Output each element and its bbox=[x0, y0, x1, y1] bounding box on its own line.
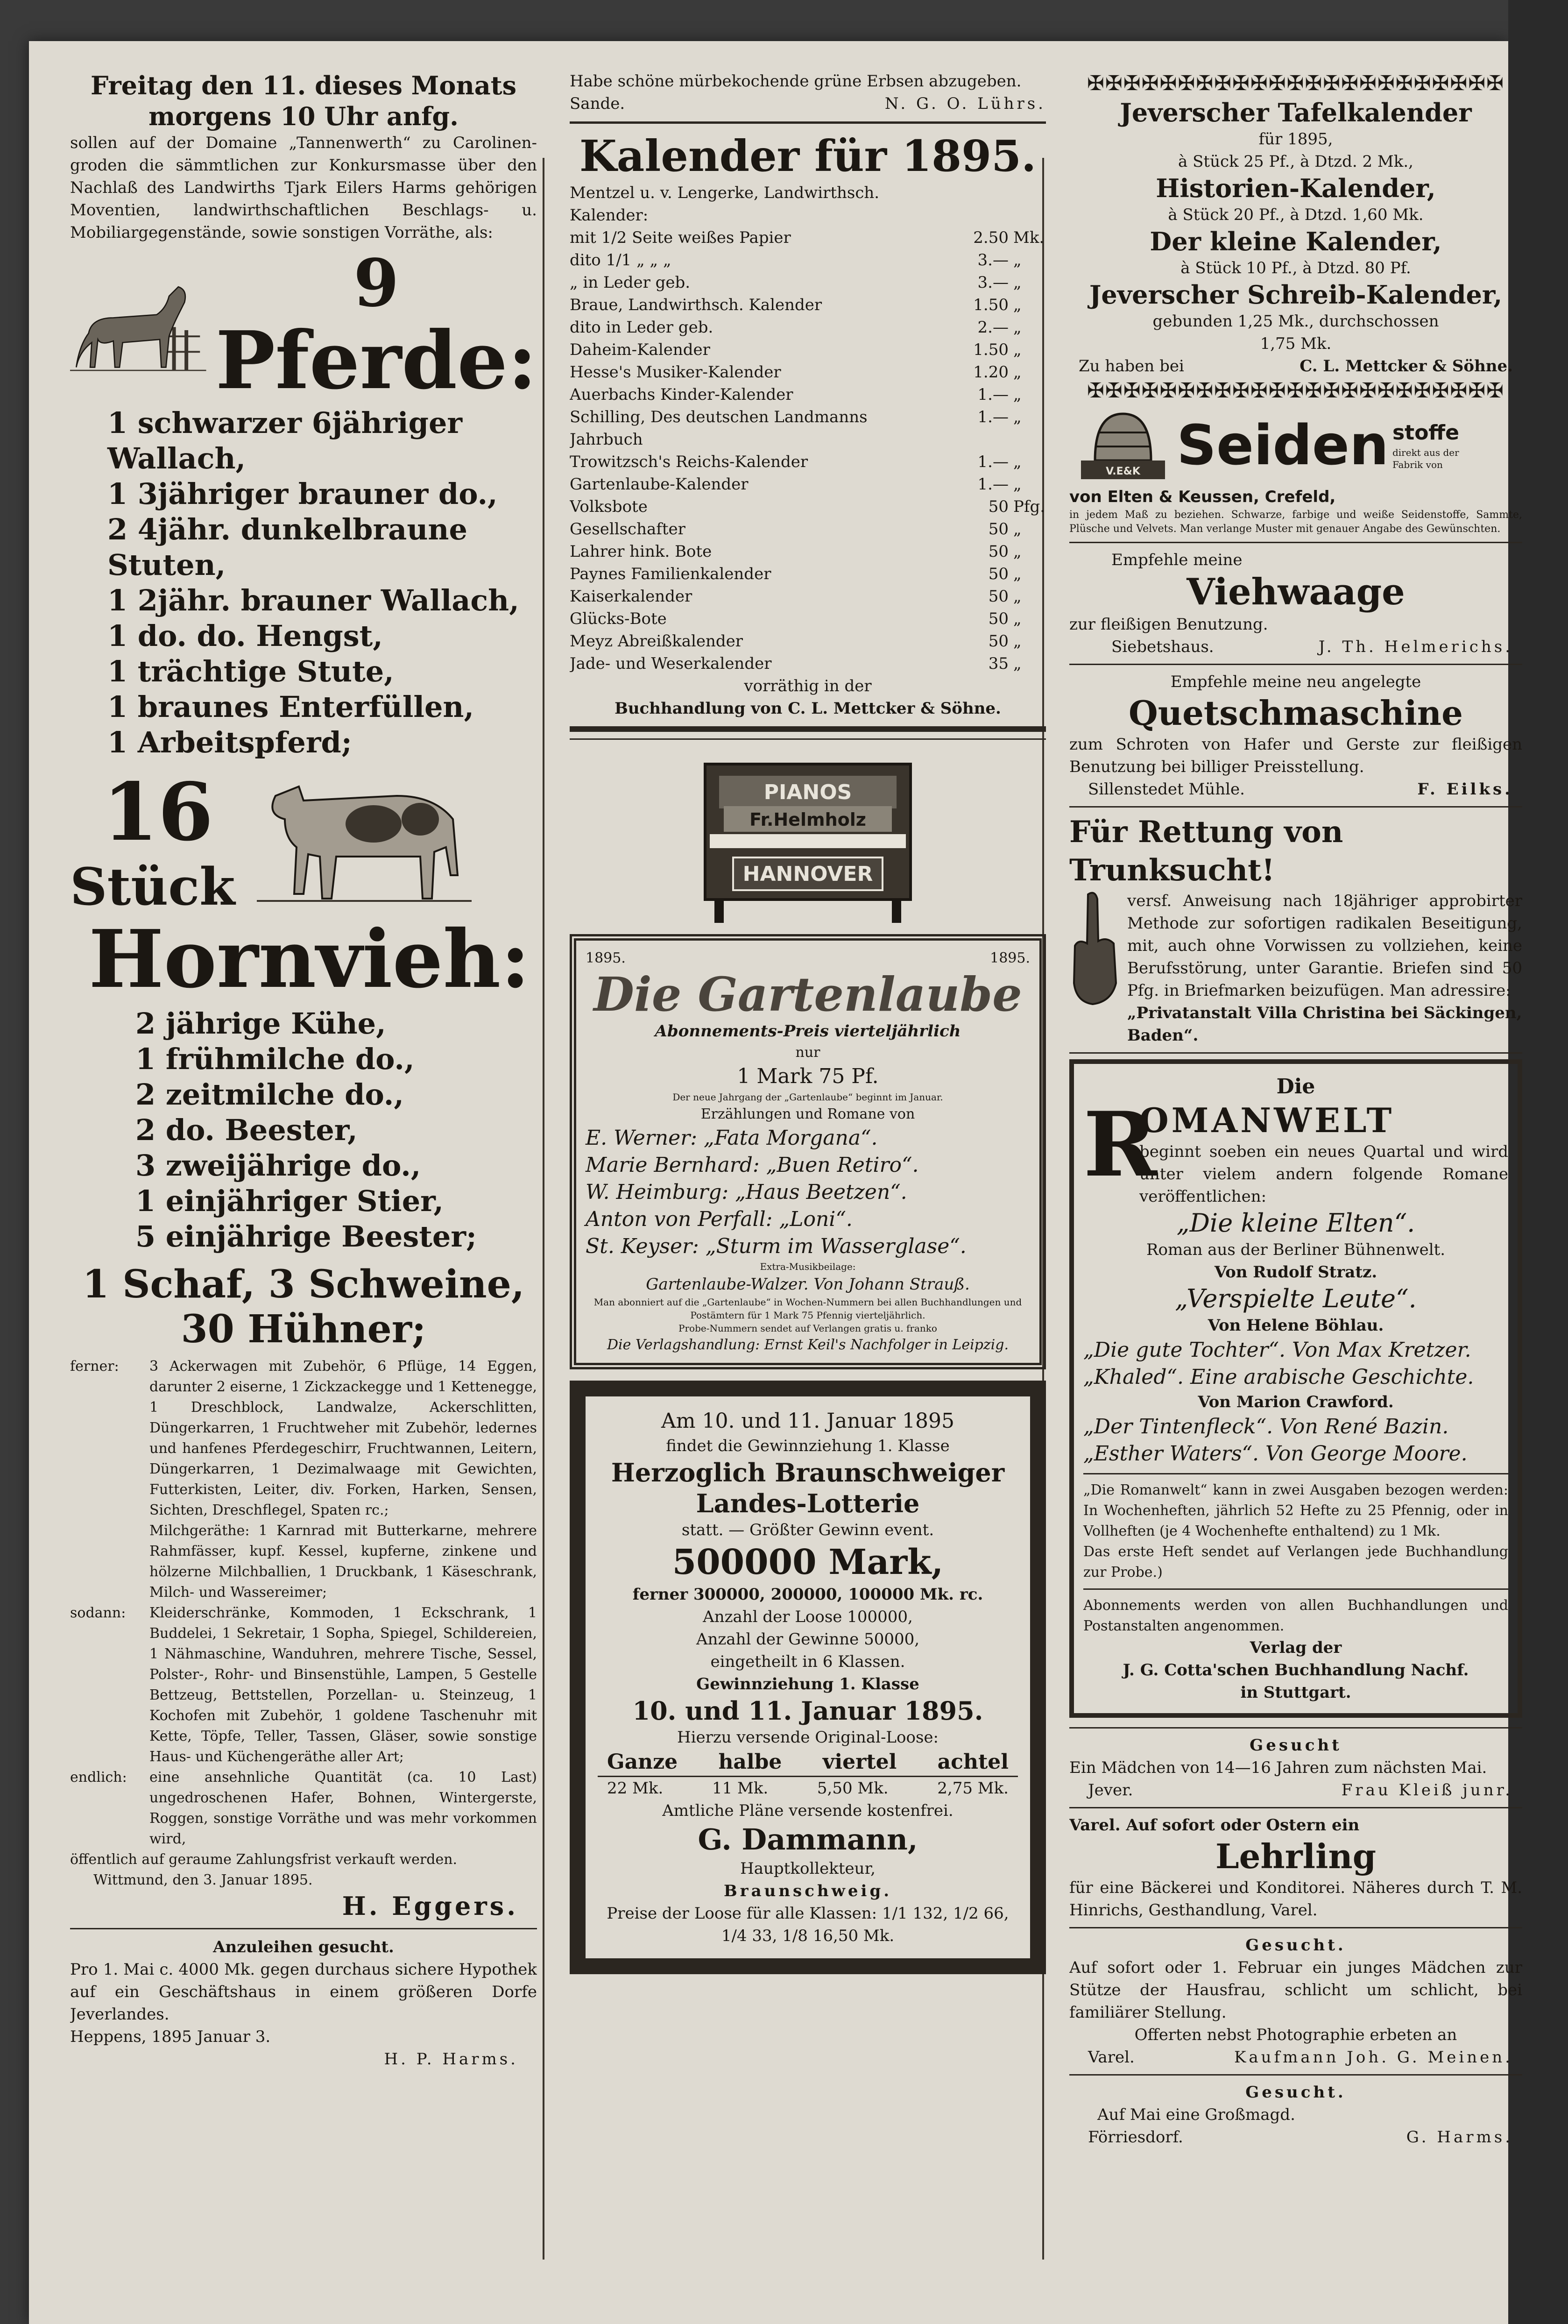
quetsch-pre: Empfehle meine neu angelegte bbox=[1170, 673, 1421, 691]
peas-footer bbox=[570, 92, 1046, 115]
horse-illustration bbox=[70, 248, 206, 403]
list-item: 2 do. Beester, bbox=[135, 1113, 358, 1147]
calendar-item bbox=[570, 249, 1046, 271]
calendar-item-price: 50 bbox=[988, 520, 1009, 538]
calendar-item bbox=[570, 585, 1046, 608]
romanwelt-work-author: Von Rudolf Stratz. bbox=[1214, 1263, 1377, 1282]
jever-line: à Stück 10 Pf., à Dtzd. 80 Pf. bbox=[1180, 259, 1411, 277]
calendar-item-name: dito in Leder geb. bbox=[570, 318, 713, 337]
list-item: 2 zeitmilche do., bbox=[135, 1077, 404, 1112]
calendar-ad bbox=[570, 130, 1046, 720]
lottery-statt: statt. — Größter Gewinn event. bbox=[681, 1521, 934, 1539]
calendar-item-price: 50 bbox=[988, 587, 1009, 606]
lottery-price-row bbox=[598, 1777, 1018, 1800]
quetsch-signer: F. Eilks. bbox=[1417, 780, 1513, 799]
romanwelt-ad bbox=[1069, 1059, 1522, 1718]
calendar-item-unit: „ bbox=[1013, 632, 1022, 651]
loan-place-date: Heppens, 1895 Januar 3. bbox=[70, 2027, 271, 2046]
lottery-classes: eingetheilt in 6 Klassen. bbox=[710, 1652, 905, 1671]
wanted-maid-ad bbox=[1069, 2081, 1522, 2148]
calendar-item-price: 1.— bbox=[977, 385, 1009, 404]
calendar-item bbox=[570, 540, 1046, 563]
peas-ad bbox=[570, 70, 1046, 115]
list-item: 3 zweijährige do., bbox=[135, 1148, 421, 1183]
jever-line: für 1895, bbox=[1258, 130, 1333, 149]
milch-block bbox=[70, 1521, 537, 1603]
column-3 bbox=[1069, 70, 1522, 2228]
silk-heading: Seiden bbox=[1177, 413, 1389, 477]
quetsch-text: zum Schroten von Hafer und Gerste zur fleißigen Benutzung bei billiger Preisstellung. bbox=[1069, 735, 1522, 776]
romanwelt-title: OMANWELT bbox=[1139, 1100, 1395, 1140]
jever-avail: Zu haben bei bbox=[1079, 357, 1184, 376]
horses-count: 9 bbox=[353, 245, 399, 322]
romanwelt-work: „Der Tintenfleck“. Von René Bazin. bbox=[1083, 1415, 1449, 1438]
trunksucht-ad bbox=[1069, 813, 1522, 1047]
list-item: 1 do. do. Hengst, bbox=[107, 619, 383, 653]
calendar-item-price bbox=[939, 182, 1009, 227]
calendar-item bbox=[570, 271, 1046, 294]
wanted-place: Förriesdorf. bbox=[1088, 2128, 1183, 2147]
jever-line: Der kleine Kalender, bbox=[1150, 227, 1442, 256]
calendar-item-price: 50 bbox=[988, 609, 1009, 628]
lottery-top-prize: 500000 Mark, bbox=[672, 1542, 944, 1582]
cattle-count: 16 bbox=[103, 765, 213, 859]
wanted-signer: Frau Kleiß junr. bbox=[1341, 1781, 1513, 1800]
calendar-item-unit: „ bbox=[1013, 296, 1022, 314]
price-col-header: halbe bbox=[718, 1750, 782, 1774]
gartenlaube-title: Die Gartenlaube bbox=[593, 967, 1022, 1022]
gartenlaube-work: Marie Bernhard: „Buen Retiro“. bbox=[586, 1153, 919, 1177]
apprentice-ad bbox=[1069, 1814, 1522, 1921]
ornament-crosses: ✠✠✠✠✠✠✠✠✠✠✠✠✠✠✠✠✠✠✠✠✠✠✠ bbox=[1087, 379, 1504, 403]
romanwelt-publisher: J. G. Cotta'schen Buchhandlung Nachf. bbox=[1123, 1661, 1469, 1679]
wanted-helper-ad bbox=[1069, 1934, 1522, 2069]
calendar-item-price: 1.— bbox=[977, 408, 1009, 426]
apprentice-text: für eine Bäckerei und Konditorei. Näheres durch T. M. Hinrichs, Gesthandlung, Varel. bbox=[1069, 1878, 1522, 1920]
ferner-block bbox=[70, 1356, 537, 1521]
jever-line: Jeverscher Tafelkalender bbox=[1120, 98, 1472, 128]
romanwelt-work-author: Von Marion Crawford. bbox=[1198, 1393, 1394, 1411]
calendar-item-price: 3.— bbox=[977, 273, 1009, 292]
auction-closing: öffentlich auf geraume Zahlungsfrist verkauft werden. bbox=[70, 1851, 458, 1868]
gartenlaube-nur: nur bbox=[795, 1044, 820, 1061]
auction-intro: sollen auf der Domaine „Tannenwerth“ zu Carolinen-groden die sämmtlichen zur Konkursmasse über den Nachlaß des Landwirths Tjark Eilers Harms gehörigen Moventien, landwirthschaftlichen Beschlags- u. Mobiliargegenstände, sowie sonstigen Vorräthe, als: bbox=[70, 134, 537, 242]
price-col-header: achtel bbox=[937, 1750, 1009, 1774]
lottery-role: Hauptkollekteur, bbox=[740, 1859, 876, 1878]
lottery-finds: findet die Gewinnziehung 1. Klasse bbox=[666, 1437, 950, 1455]
trunksucht-text: versf. Anweisung nach 18jähriger approbirter Methode zur sofortigen radikalen Beseitigung, mit, auch ohne Vorwissen zu vollziehen, keine Berufsstörung, unter Garantie. Briefen sind 50 Pfg. in Briefmarken beizufügen. Man adressire: bbox=[1127, 892, 1522, 1000]
apprentice-pre: Varel. Auf sofort oder Ostern ein bbox=[1069, 1816, 1360, 1835]
gartenlaube-years bbox=[586, 948, 1030, 969]
lottery-draw-2: 10. und 11. Januar 1895. bbox=[632, 1696, 983, 1726]
peas-signer: N. G. O. Lührs. bbox=[884, 94, 1046, 113]
viehwaage-heading: Viehwaage bbox=[1187, 571, 1405, 613]
calendar-item-unit: „ bbox=[1013, 408, 1022, 426]
jever-line: gebunden 1,25 Mk., durchschossen bbox=[1152, 312, 1439, 331]
cattle-unit: Stück bbox=[70, 857, 235, 917]
calendar-item-price: 50 bbox=[988, 542, 1009, 561]
ferner-label: ferner: bbox=[70, 1358, 119, 1375]
romanwelt-work: „Khaled“. Eine arabische Geschichte. bbox=[1083, 1365, 1474, 1389]
lottery-tickets: Anzahl der Loose 100000, bbox=[703, 1608, 913, 1626]
romanwelt-header bbox=[1083, 1092, 1508, 1208]
list-item: 1 2jähr. brauner Wallach, bbox=[107, 583, 519, 617]
lottery-date: Am 10. und 11. Januar 1895 bbox=[661, 1409, 954, 1433]
calendar-item-price: 2.50 bbox=[973, 228, 1009, 247]
calendar-item-unit: „ bbox=[1013, 340, 1022, 359]
romanwelt-intro: beginnt soeben ein neues Quartal und wird unter vielem andern folgende Romane veröffentlichen: bbox=[1139, 1142, 1508, 1206]
auction-place-date: Wittmund, den 3. Januar 1895. bbox=[93, 1872, 313, 1888]
calendar-item-price: 2.— bbox=[977, 318, 1009, 337]
gartenlaube-ad bbox=[570, 934, 1046, 1369]
lottery-draw-1: Gewinnziehung 1. Klasse bbox=[696, 1675, 919, 1693]
wanted-place: Jever. bbox=[1088, 1781, 1133, 1800]
calendar-item-unit: „ bbox=[1013, 587, 1022, 606]
calendar-item-price: 1.— bbox=[977, 453, 1009, 471]
column-1 bbox=[70, 70, 537, 2228]
calendar-item-name: Meyz Abreißkalender bbox=[570, 632, 743, 651]
calendar-item-name: Trowitzsch's Reichs-Kalender bbox=[570, 453, 808, 471]
calendar-item-unit: „ bbox=[1013, 609, 1022, 628]
piano-brand-1: PIANOS bbox=[763, 780, 852, 804]
calendar-item bbox=[570, 630, 1046, 652]
calendar-item-price: 1.50 bbox=[973, 340, 1009, 359]
milch-text: Milchgeräthe: 1 Karnrad mit Butterkarne, mehrere Rahmfässer, kupf. Kessel, kupferne, zinkene und hölzerne Milchballien, 1 Druckbank, 1 Käseschrank, Milch- und Wassereimer; bbox=[149, 1523, 537, 1601]
auction-ad bbox=[70, 70, 537, 1921]
calendar-item-unit: „ bbox=[1013, 654, 1022, 673]
calendar-item-unit: „ bbox=[1013, 363, 1022, 382]
silk-firm: von Elten & Keussen, Crefeld, bbox=[1069, 488, 1336, 506]
calendar-item-name: Lahrer hink. Bote bbox=[570, 542, 712, 561]
wanted-footer bbox=[1069, 2046, 1522, 2069]
lottery-plans: Amtliche Pläne versende kostenfrei. bbox=[662, 1801, 954, 1820]
auction-signer: H. Eggers. bbox=[342, 1891, 518, 1921]
viehwaage-ad bbox=[1069, 549, 1522, 658]
sodann-block bbox=[70, 1603, 537, 1767]
calendar-item-price: 3.— bbox=[977, 251, 1009, 269]
calendar-item-name: Daheim-Kalender bbox=[570, 340, 710, 359]
wanted-signer: Kaufmann Joh. G. Meinen. bbox=[1234, 2048, 1513, 2067]
price-cell: 5,50 Mk. bbox=[817, 1779, 889, 1798]
price-cell: 11 Mk. bbox=[712, 1779, 769, 1798]
peas-place: Sande. bbox=[570, 94, 625, 113]
lottery-ad bbox=[570, 1381, 1046, 1974]
calendar-note: vorräthig in der bbox=[744, 677, 872, 695]
wanted-girl-ad bbox=[1069, 1734, 1522, 1801]
silk-logo-text: V.E&K bbox=[1106, 466, 1140, 477]
wanted-footer bbox=[1069, 2126, 1522, 2148]
calendar-item-unit: „ bbox=[1013, 453, 1022, 471]
viehwaage-place: Siebetshaus. bbox=[1111, 638, 1214, 656]
calendar-item bbox=[570, 339, 1046, 361]
romanwelt-initial: R bbox=[1083, 1092, 1157, 1197]
romanwelt-work: „Die gute Tochter“. Von Max Kretzer. bbox=[1083, 1338, 1471, 1362]
lottery-all-prices: Preise der Loose für alle Klassen: 1/1 132, 1/2 66, 1/4 33, 1/8 16,50 Mk. bbox=[607, 1904, 1009, 1945]
calendar-item-unit: „ bbox=[1013, 273, 1022, 292]
romanwelt-work: „Verspielte Leute“. bbox=[1175, 1284, 1417, 1313]
calendar-item-unit: Pfg. bbox=[1013, 497, 1045, 516]
calendar-item-unit bbox=[1009, 182, 1046, 227]
lottery-name-1: Herzoglich Braunschweiger bbox=[611, 1458, 1005, 1488]
calendar-item-name: mit 1/2 Seite weißes Papier bbox=[570, 228, 791, 247]
sodann-text: Kleiderschränke, Kommoden, 1 Eckschrank, 1 Buddelei, 1 Sekretair, 1 Sopha, Spiegel, Schildereien, 1 Nähmaschine, Wanduhren, mehrere Tische, Sessel, Polster-, Rohr- und Binsenstühle, Lampen, 5 Gestelle Bettzeug, Bettstellen, Porzellan- u. Steinzeug, 1 Kochofen mit Zubehör, 1 goldene Taschenuhr mit Kette, Töpfe, Teller, Tassen, Gläser, sowie sonstige Haus- und Küchengeräthe aller Art; bbox=[149, 1605, 537, 1765]
viehwaage-use: zur fleißigen Benutzung. bbox=[1069, 615, 1268, 634]
loan-ad bbox=[70, 1936, 537, 2070]
list-item: 1 braunes Enterfüllen, bbox=[107, 690, 474, 724]
gartenlaube-year-right: 1895. bbox=[990, 950, 1030, 966]
calendar-item bbox=[570, 652, 1046, 675]
wanted-text: Auf sofort oder 1. Februar ein junges Mädchen zur Stütze der Hausfrau, schlicht um schlicht, bei familiärer Stellung. bbox=[1069, 1958, 1522, 2022]
list-item: 2 jährige Kühe, bbox=[135, 1006, 386, 1041]
ferner-text: 3 Ackerwagen mit Zubehör, 6 Pflüge, 14 Eggen, darunter 2 eiserne, 1 Zickzackegge und 1 Kettenegge, 1 Dreschblock, Landwalze, Ackerschlitten, Düngerkarren, 1 Fruchtweher mit Zubehör, ledernes und hanfenes Pferdegeschirr, Fruchtwannen, Leitern, Düngerkarren, 1 Dezimalwaage mit Gewichten, Futterkisten, Leiter, div. Forken, Harken, Sensen, Sichten, Dreschflegel, Spaten rc.; bbox=[149, 1358, 537, 1518]
calendar-item-price: 35 bbox=[988, 654, 1009, 673]
silk-direct: direkt aus der Fabrik von bbox=[1392, 447, 1459, 470]
sodann-label: sodann: bbox=[70, 1605, 126, 1621]
silk-text: in jedem Maß zu beziehen. Schwarze, farbige und weiße Seidenstoffe, Sammte, Plüsche und Velvets. Man verlange Muster mit genauer Angabe des Gewünschten. bbox=[1069, 509, 1522, 535]
calendar-item bbox=[570, 182, 1046, 227]
calendar-item-name: Gartenlaube-Kalender bbox=[570, 475, 749, 494]
wanted-place: Varel. bbox=[1088, 2048, 1135, 2067]
calendar-item-name: Braue, Landwirthsch. Kalender bbox=[570, 296, 822, 314]
endlich-label: endlich: bbox=[70, 1769, 127, 1786]
romanwelt-city: in Stuttgart. bbox=[1240, 1683, 1351, 1702]
gartenlaube-probe: Probe-Nummern sendet auf Verlangen gratis u. franko bbox=[678, 1323, 937, 1334]
viehwaage-pre: Empfehle meine bbox=[1111, 551, 1243, 569]
piano-ad bbox=[570, 745, 1046, 934]
jever-line: Historien-Kalender, bbox=[1156, 173, 1436, 203]
piano-illustration bbox=[691, 750, 925, 928]
lottery-hierzu: Hierzu versende Original-Loose: bbox=[677, 1728, 939, 1747]
horses-header bbox=[70, 245, 537, 407]
jever-line: 1,75 Mk. bbox=[1260, 334, 1332, 353]
calendar-item-name: Glücks-Bote bbox=[570, 609, 667, 628]
wanted-signer: G. Harms. bbox=[1406, 2128, 1513, 2147]
calendar-title: Kalender für 1895. bbox=[579, 131, 1037, 181]
small-animals-line-2: 30 Hühner; bbox=[181, 1307, 426, 1352]
trunksucht-heading: Für Rettung von Trunksucht! bbox=[1069, 815, 1343, 888]
lottery-name-2: Landes-Lotterie bbox=[696, 1488, 920, 1518]
wanted-heading: Gesucht. bbox=[1245, 1936, 1346, 1955]
gartenlaube-publisher: Die Verlagshandlung: Ernst Keil's Nachfolger in Leipzig. bbox=[607, 1337, 1009, 1353]
silk-logo bbox=[1069, 404, 1177, 486]
column-rule bbox=[543, 158, 544, 2260]
lottery-city: Braunschweig. bbox=[723, 1882, 892, 1900]
calendar-item-name: „ in Leder geb. bbox=[570, 273, 691, 292]
calendar-item bbox=[570, 563, 1046, 585]
jever-shop: C. L. Mettcker & Söhne. bbox=[1300, 357, 1513, 376]
list-item: 1 3jähriger brauner do., bbox=[107, 477, 498, 511]
calendar-item-price: 50 bbox=[988, 565, 1009, 583]
calendar-item-name: Gesellschafter bbox=[570, 520, 685, 538]
cattle-list bbox=[70, 1006, 537, 1254]
calendar-item bbox=[570, 361, 1046, 383]
wanted-text: Auf Mai eine Großmagd. bbox=[1097, 2105, 1295, 2124]
gartenlaube-work: St. Keyser: „Sturm im Wasserglase“. bbox=[586, 1234, 967, 1258]
calendar-item bbox=[570, 608, 1046, 630]
cow-illustration bbox=[257, 768, 472, 908]
lottery-wins: Anzahl der Gewinne 50000, bbox=[696, 1630, 920, 1649]
calendar-item-name: Jade- und Weserkalender bbox=[570, 654, 772, 673]
calendar-item-price: 1.50 bbox=[973, 296, 1009, 314]
calendar-item-name: Paynes Familienkalender bbox=[570, 565, 771, 583]
gartenlaube-price: 1 Mark 75 Pf. bbox=[737, 1064, 879, 1088]
loan-signer: H. P. Harms. bbox=[384, 2050, 518, 2069]
romanwelt-verlag: Verlag der bbox=[1250, 1638, 1342, 1657]
calendar-item-name: dito 1/1 „ „ „ bbox=[570, 251, 671, 269]
calendar-item-unit: Mk. bbox=[1013, 228, 1045, 247]
ornament-crosses: ✠✠✠✠✠✠✠✠✠✠✠✠✠✠✠✠✠✠✠✠✠✠✠ bbox=[1087, 71, 1504, 95]
lottery-other-prizes: ferner 300000, 200000, 100000 Mk. rc. bbox=[632, 1585, 983, 1604]
calendar-item-price: 1.20 bbox=[973, 363, 1009, 382]
auction-time: morgens 10 Uhr anfg. bbox=[148, 101, 459, 131]
beehive-icon bbox=[1076, 404, 1170, 484]
auction-headline: Freitag den 11. dieses Monats bbox=[90, 71, 517, 100]
list-item: 1 einjähriger Stier, bbox=[135, 1184, 444, 1218]
lottery-price-header bbox=[598, 1749, 1018, 1777]
wanted-text: Ein Mädchen von 14—16 Jahren zum nächsten Mai. bbox=[1069, 1758, 1487, 1777]
price-col-header: viertel bbox=[822, 1750, 897, 1774]
gartenlaube-abo: Abonnements-Preis vierteljährlich bbox=[655, 1022, 961, 1041]
quetsch-heading: Quetschmaschine bbox=[1129, 693, 1463, 733]
calendar-item bbox=[570, 316, 1046, 339]
romanwelt-abo: Abonnements werden von allen Buchhandlungen und Postanstalten angenommen. bbox=[1083, 1597, 1508, 1634]
trunksucht-body bbox=[1069, 890, 1522, 1047]
calendar-item-unit: „ bbox=[1013, 251, 1022, 269]
gartenlaube-sub: Erzählungen und Romane von bbox=[700, 1106, 915, 1122]
small-animals-line-1: 1 Schaf, 3 Schweine, bbox=[82, 1262, 525, 1307]
jever-calendar-ad bbox=[1069, 97, 1522, 377]
list-item: 1 trächtige Stute, bbox=[107, 654, 394, 688]
calendar-item bbox=[570, 518, 1046, 540]
lottery-seller: G. Dammann, bbox=[698, 1822, 918, 1856]
calendar-item bbox=[570, 473, 1046, 496]
jever-line: à Stück 25 Pf., à Dtzd. 2 Mk., bbox=[1178, 152, 1413, 171]
calendar-item-name: Volksbote bbox=[570, 497, 648, 516]
peas-text: Habe schöne mürbekochende grüne Erbsen abzugeben. bbox=[570, 72, 1022, 91]
jever-footer bbox=[1069, 355, 1522, 377]
cattle-header bbox=[70, 765, 537, 917]
wanted-text-2: Offerten nebst Photographie erbeten an bbox=[1134, 2026, 1457, 2044]
calendar-item-unit: „ bbox=[1013, 542, 1022, 561]
jever-line: Jeverscher Schreib-Kalender, bbox=[1089, 280, 1503, 310]
endlich-text: eine ansehnliche Quantität (ca. 10 Last) ungedroschenen Hafer, Bohnen, Wintergerste, Roggen, sonstige Vorräthe und was mehr vorkommen wird, bbox=[149, 1769, 537, 1847]
calendar-item-name: Auerbachs Kinder-Kalender bbox=[570, 385, 793, 404]
romanwelt-work: „Die kleine Elten“. bbox=[1176, 1208, 1415, 1238]
loan-text: Pro 1. Mai c. 4000 Mk. gegen durchaus sichere Hypothek auf ein Geschäftshaus in einem größeren Dorfe Jeverlandes. bbox=[70, 1960, 537, 2024]
calendar-item-price: 50 bbox=[988, 632, 1009, 651]
calendar-item-unit: „ bbox=[1013, 385, 1022, 404]
calendar-item-price: 50 bbox=[988, 497, 1009, 516]
calendar-item bbox=[570, 496, 1046, 518]
viehwaage-footer bbox=[1069, 636, 1522, 658]
calendar-item bbox=[570, 383, 1046, 406]
calendar-shop: Buchhandlung von C. L. Mettcker & Söhne. bbox=[614, 699, 1001, 718]
price-col-header: Ganze bbox=[607, 1750, 678, 1774]
gartenlaube-subscribe: Man abonniert auf die „Gartenlaube“ in Wochen-Nummern bei allen Buchhandlungen und Postämtern für 1 Mark 75 Pfennig vierteljährlich. bbox=[593, 1297, 1022, 1321]
calendar-item bbox=[570, 227, 1046, 249]
list-item: 2 4jähr. dunkelbraune Stuten, bbox=[107, 512, 467, 582]
gartenlaube-work: Anton von Perfall: „Loni“. bbox=[586, 1207, 853, 1231]
silk-ad bbox=[1069, 404, 1522, 536]
romanwelt-work-sub: Roman aus der Berliner Bühnenwelt. bbox=[1146, 1240, 1446, 1259]
horses-list bbox=[70, 405, 537, 760]
trunksucht-address: „Privatanstalt Villa Christina bei Säckingen, Baden“. bbox=[1127, 1004, 1522, 1045]
list-item: 5 einjährige Beester; bbox=[135, 1219, 477, 1254]
cattle-heading: Hornvieh: bbox=[89, 913, 530, 1006]
piano-brand-3: HANNOVER bbox=[742, 862, 873, 886]
list-item: 1 frühmilche do., bbox=[135, 1042, 415, 1076]
horses-heading: Pferde: bbox=[215, 314, 537, 407]
list-item: 1 Arbeitspferd; bbox=[107, 725, 352, 759]
loan-heading: Anzuleihen gesucht. bbox=[213, 1938, 394, 1956]
viehwaage-signer: J. Th. Helmerichs. bbox=[1318, 638, 1513, 656]
romanwelt-text: „Die Romanwelt“ kann in zwei Ausgaben bezogen werden: In Wochenheften, jährlich 52 Hefte zu 25 Pfennig, oder in Vollheften (je 4 Wochenhefte enthaltend) zu 1 Mk. bbox=[1083, 1482, 1508, 1539]
romanwelt-work-author: Von Helene Böhlau. bbox=[1208, 1316, 1384, 1335]
calendar-item-name: Mentzel u. v. Lengerke, Landwirthsch. Kalender: bbox=[570, 184, 880, 225]
pointing-hand-icon bbox=[1069, 890, 1121, 1006]
wanted-heading: Gesucht. bbox=[1245, 2083, 1346, 2102]
quetsch-footer bbox=[1069, 778, 1522, 801]
calendar-item bbox=[570, 294, 1046, 316]
calendar-item-unit: „ bbox=[1013, 565, 1022, 583]
calendar-item-name: Schilling, Des deutschen Landmanns Jahrbuch bbox=[570, 408, 868, 449]
gartenlaube-year-left: 1895. bbox=[586, 950, 626, 966]
price-cell: 2,75 Mk. bbox=[937, 1779, 1009, 1798]
romanwelt-work: „Esther Waters“. Von George Moore. bbox=[1083, 1442, 1468, 1466]
calendar-item bbox=[570, 406, 1046, 451]
gartenlaube-waltz: Gartenlaube-Walzer. Von Johann Strauß. bbox=[646, 1275, 970, 1294]
calendar-item-unit: „ bbox=[1013, 520, 1022, 538]
quetschmaschine-ad bbox=[1069, 671, 1522, 801]
gartenlaube-extra: Extra-Musikbeilage: bbox=[760, 1261, 856, 1272]
calendar-item-name: Kaiserkalender bbox=[570, 587, 692, 606]
apprentice-heading: Lehrling bbox=[1215, 1836, 1377, 1876]
calendar-item-price: 1.— bbox=[977, 475, 1009, 494]
calendar-list bbox=[570, 182, 1046, 675]
silk-heading-suffix: stoffe bbox=[1392, 421, 1459, 445]
wanted-heading: Gesucht bbox=[1250, 1736, 1342, 1755]
gartenlaube-work: E. Werner: „Fata Morgana“. bbox=[586, 1126, 878, 1150]
calendar-item-unit: „ bbox=[1013, 318, 1022, 337]
piano-brand-2: Fr.Helmholz bbox=[749, 809, 866, 830]
list-item: 1 schwarzer 6jähriger Wallach, bbox=[107, 406, 463, 475]
quetsch-place: Sillenstedet Mühle. bbox=[1088, 780, 1245, 799]
endlich-block bbox=[70, 1767, 537, 1849]
calendar-item bbox=[570, 451, 1046, 473]
gartenlaube-note: Der neue Jahrgang der „Gartenlaube“ beginnt im Januar. bbox=[672, 1091, 943, 1103]
column-2 bbox=[570, 70, 1046, 2228]
gartenlaube-work: W. Heimburg: „Haus Beetzen“. bbox=[586, 1180, 907, 1204]
calendar-item-unit: „ bbox=[1013, 475, 1022, 494]
romanwelt-text-2: Das erste Heft sendet auf Verlangen jede Buchhandlung zur Probe.) bbox=[1083, 1544, 1508, 1580]
price-cell: 22 Mk. bbox=[607, 1779, 664, 1798]
romanwelt-die: Die bbox=[1276, 1075, 1315, 1098]
silk-header bbox=[1069, 404, 1522, 486]
jever-line: à Stück 20 Pf., à Dtzd. 1,60 Mk. bbox=[1168, 205, 1424, 224]
calendar-item-name: Hesse's Musiker-Kalender bbox=[570, 363, 781, 382]
wanted-footer bbox=[1069, 1779, 1522, 1801]
